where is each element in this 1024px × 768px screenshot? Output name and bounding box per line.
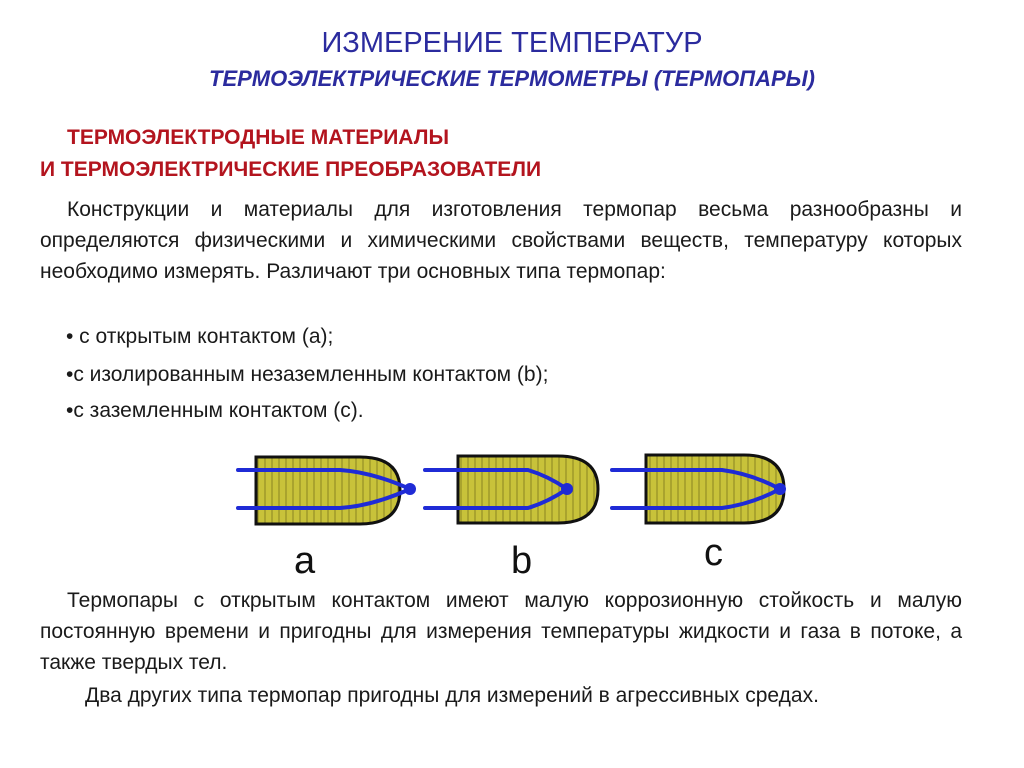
thermocouple-c (612, 455, 786, 523)
junction-a (404, 483, 416, 495)
junction-b (561, 483, 573, 495)
paragraph-open-contact: Термопары с открытым контактом имеют малую коррозионную стойкость и малую постоянную времени и пригодны для измерения температуры жидкости и газа в потоке, а также твердых тел. (40, 589, 962, 674)
section-heading-line1: ТЕРМОЭЛЕКТРОДНЫЕ МАТЕРИАЛЫ (67, 126, 450, 149)
sheath-b (458, 456, 598, 523)
sheath-a (256, 457, 400, 524)
label-a: a (294, 540, 316, 582)
paragraph-aggressive-media: Два других типа термопар пригодны для измерений в агрессивных средах. (85, 684, 819, 707)
section-heading-line2: И ТЕРМОЭЛЕКТРИЧЕСКИЕ ПРЕОБРАЗОВАТЕЛИ (40, 158, 542, 181)
bullet-open-contact: • с открытым контактом (а); (66, 325, 334, 348)
thermocouple-b (425, 456, 598, 523)
label-b: b (511, 540, 533, 582)
bullet-grounded-contact: •с заземленным контактом (с). (66, 399, 364, 422)
label-c: c (704, 532, 723, 574)
slide-title: ИЗМЕРЕНИЕ ТЕМПЕРАТУР (321, 27, 703, 59)
bullet-insulated-contact: •с изолированным незаземленным контактом (b); (66, 363, 549, 386)
sheath-c (646, 455, 784, 523)
thermocouple-a (238, 457, 416, 524)
slide-subtitle: ТЕРМОЭЛЕКТРИЧЕСКИЕ ТЕРМОМЕТРЫ (ТЕРМОПАРЫ) (209, 66, 815, 91)
intro-paragraph: Конструкции и материалы для изготовления термопар весьма разнообразны и определяются физическими и химическими свойствами веществ, температуру которых необходимо измерять. Различают три основных типа термопар: (40, 198, 962, 283)
junction-c (774, 483, 786, 495)
